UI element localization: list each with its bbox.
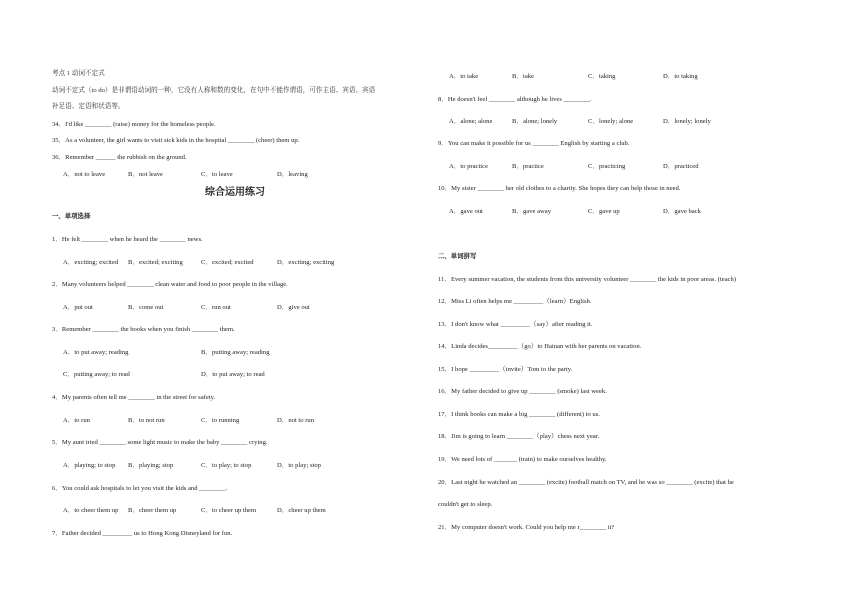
option-b: B．gave away [512,208,551,215]
kaodian-title: 考点 1 动词不定式 [52,70,105,77]
question-15: 15．I hope _________（invite）Tom to the party. [438,366,573,373]
option-c: C．lonely; alone [588,118,634,125]
option-a: A．not to leave [63,171,106,178]
option-d: D．lonely; lonely [663,118,711,125]
question-6: 6．You could ask hospitals to let you visit the kids and ________. [52,485,228,492]
option-d: D．to play; stop [277,462,321,469]
question-14: 14．Linda decides_________（go）to Hainan with her parents on vacation. [438,343,642,350]
kaodian-desc-line-2: 补足语、定语和状语等。 [52,103,125,110]
option-d: D．practiced [663,163,699,170]
question-4: 4．My parents often tell me ________ in the street for safety. [52,394,216,401]
question-3: 3．Remember ________ the books when you finish ________ them. [52,326,235,333]
option-a: A．put out [63,304,93,311]
option-b: B．not leave [128,171,163,178]
option-a: A．alone; alone [449,118,493,125]
option-a: A．to cheer them up [63,507,119,514]
question-10: 10．My sister ________ her old clothes to a charity. She hopes they can help those in need. [438,185,681,192]
question-18: 18．Jim is going to learn ________（play）chess next year. [438,433,600,440]
option-c: C．practicing [588,163,626,170]
question-2: 2．Many volunteers helped ________ clean water and food to poor people in the village. [52,281,288,288]
option-b: B．excited; exciting [128,259,183,266]
option-d: D．not to run [277,417,314,424]
question-19: 19．We need lots of _______ (train) to make ourselves healthy. [438,456,607,463]
question-9: 9．You can make it possible for us ________ English by starting a club. [438,140,630,147]
option-c: C．to cheer up them [201,507,257,514]
option-c: C．to running [201,417,240,424]
question-13: 13．I don't know what _________（say）after reading it. [438,321,593,328]
option-b: B．alone; lonely [512,118,558,125]
option-c: C．excited; excited [201,259,254,266]
option-d: D．give out [277,304,310,311]
option-a: A．exciting; excited [63,259,119,266]
option-a: A．playing; to stop [63,462,116,469]
question-1: 1．He felt ________ when he heard the ________ news. [52,236,203,243]
option-d: D．gave back [663,208,701,215]
option-a: A．to put away; reading [63,349,129,356]
option-c: C．taking [588,73,616,80]
question-16: 16．My father decided to give up ________ (smoke) last week. [438,388,607,395]
option-c: C．to play; to stop [201,462,252,469]
option-d: D．to put away; to read [201,371,265,378]
option-a: A．to run [63,417,90,424]
question-8: 8．He doesn't feel ________ although he lives ________. [438,96,592,103]
option-d: D．exciting; exciting [277,259,335,266]
option-a: A．to take [449,73,479,80]
option-c: C．run out [201,304,231,311]
question-20-line-2: couldn't get to sleep. [438,501,493,508]
part-2-heading: 二、单词拼写 [438,252,477,260]
section-title: 综合运用练习 [205,187,265,198]
option-b: B．practice [512,163,544,170]
question-12: 12．Miss Li often helps me _________（learn）English. [438,298,592,305]
option-a: A．to practice [449,163,488,170]
option-a: A．gave out [449,208,483,215]
option-b: B．putting away; reading [201,349,270,356]
question-11: 11．Every summer vacation, the students from this university volunteer ________ the kids in poor areas. (teach) [438,276,737,283]
question-7: 7．Father decided _________ us to Hong Kong Disneyland for fun. [52,530,233,537]
option-b: B．to not run [128,417,165,424]
kaodian-desc-line-1: 动词不定式（to do）是非谓语动词的一种，它没有人称和数的变化，在句中不能作谓语，可作主语、宾语、宾语 [52,87,376,94]
question-34: 34．I'd like ________ (raise) money for the homeless people. [52,121,216,128]
option-c: C．gave up [588,208,620,215]
option-d: D．cheer up them [277,507,326,514]
option-b: B．cheer them up [128,507,177,514]
part-1-heading: 一、单项选择 [52,212,91,220]
question-21: 21．My computer doesn't work. Could you help me r________ it? [438,524,615,531]
option-b: B．playing; stop [128,462,174,469]
option-d: D．to taking [663,73,698,80]
question-17: 17．I think books can make a big ________ (different) to us. [438,411,600,418]
question-36: 36．Remember ______ the rubbish on the ground. [52,154,187,161]
question-5: 5．My aunt tried ________ some light music to make the baby ________ crying. [52,439,268,446]
question-35: 35．As a volunteer, the girl wants to visit sick kids in the hospital ________ (cheer) them up. [52,137,300,144]
question-20-line-1: 20．Last night he watched an ________ (excite) football match on TV, and he was so ________ (excite) that he [438,479,734,486]
option-d: D．leaving [277,171,308,178]
option-b: B．take [512,73,534,80]
option-c: C．putting away; to read [63,371,130,378]
option-c: C．to leave [201,171,233,178]
option-b: B．come out [128,304,164,311]
